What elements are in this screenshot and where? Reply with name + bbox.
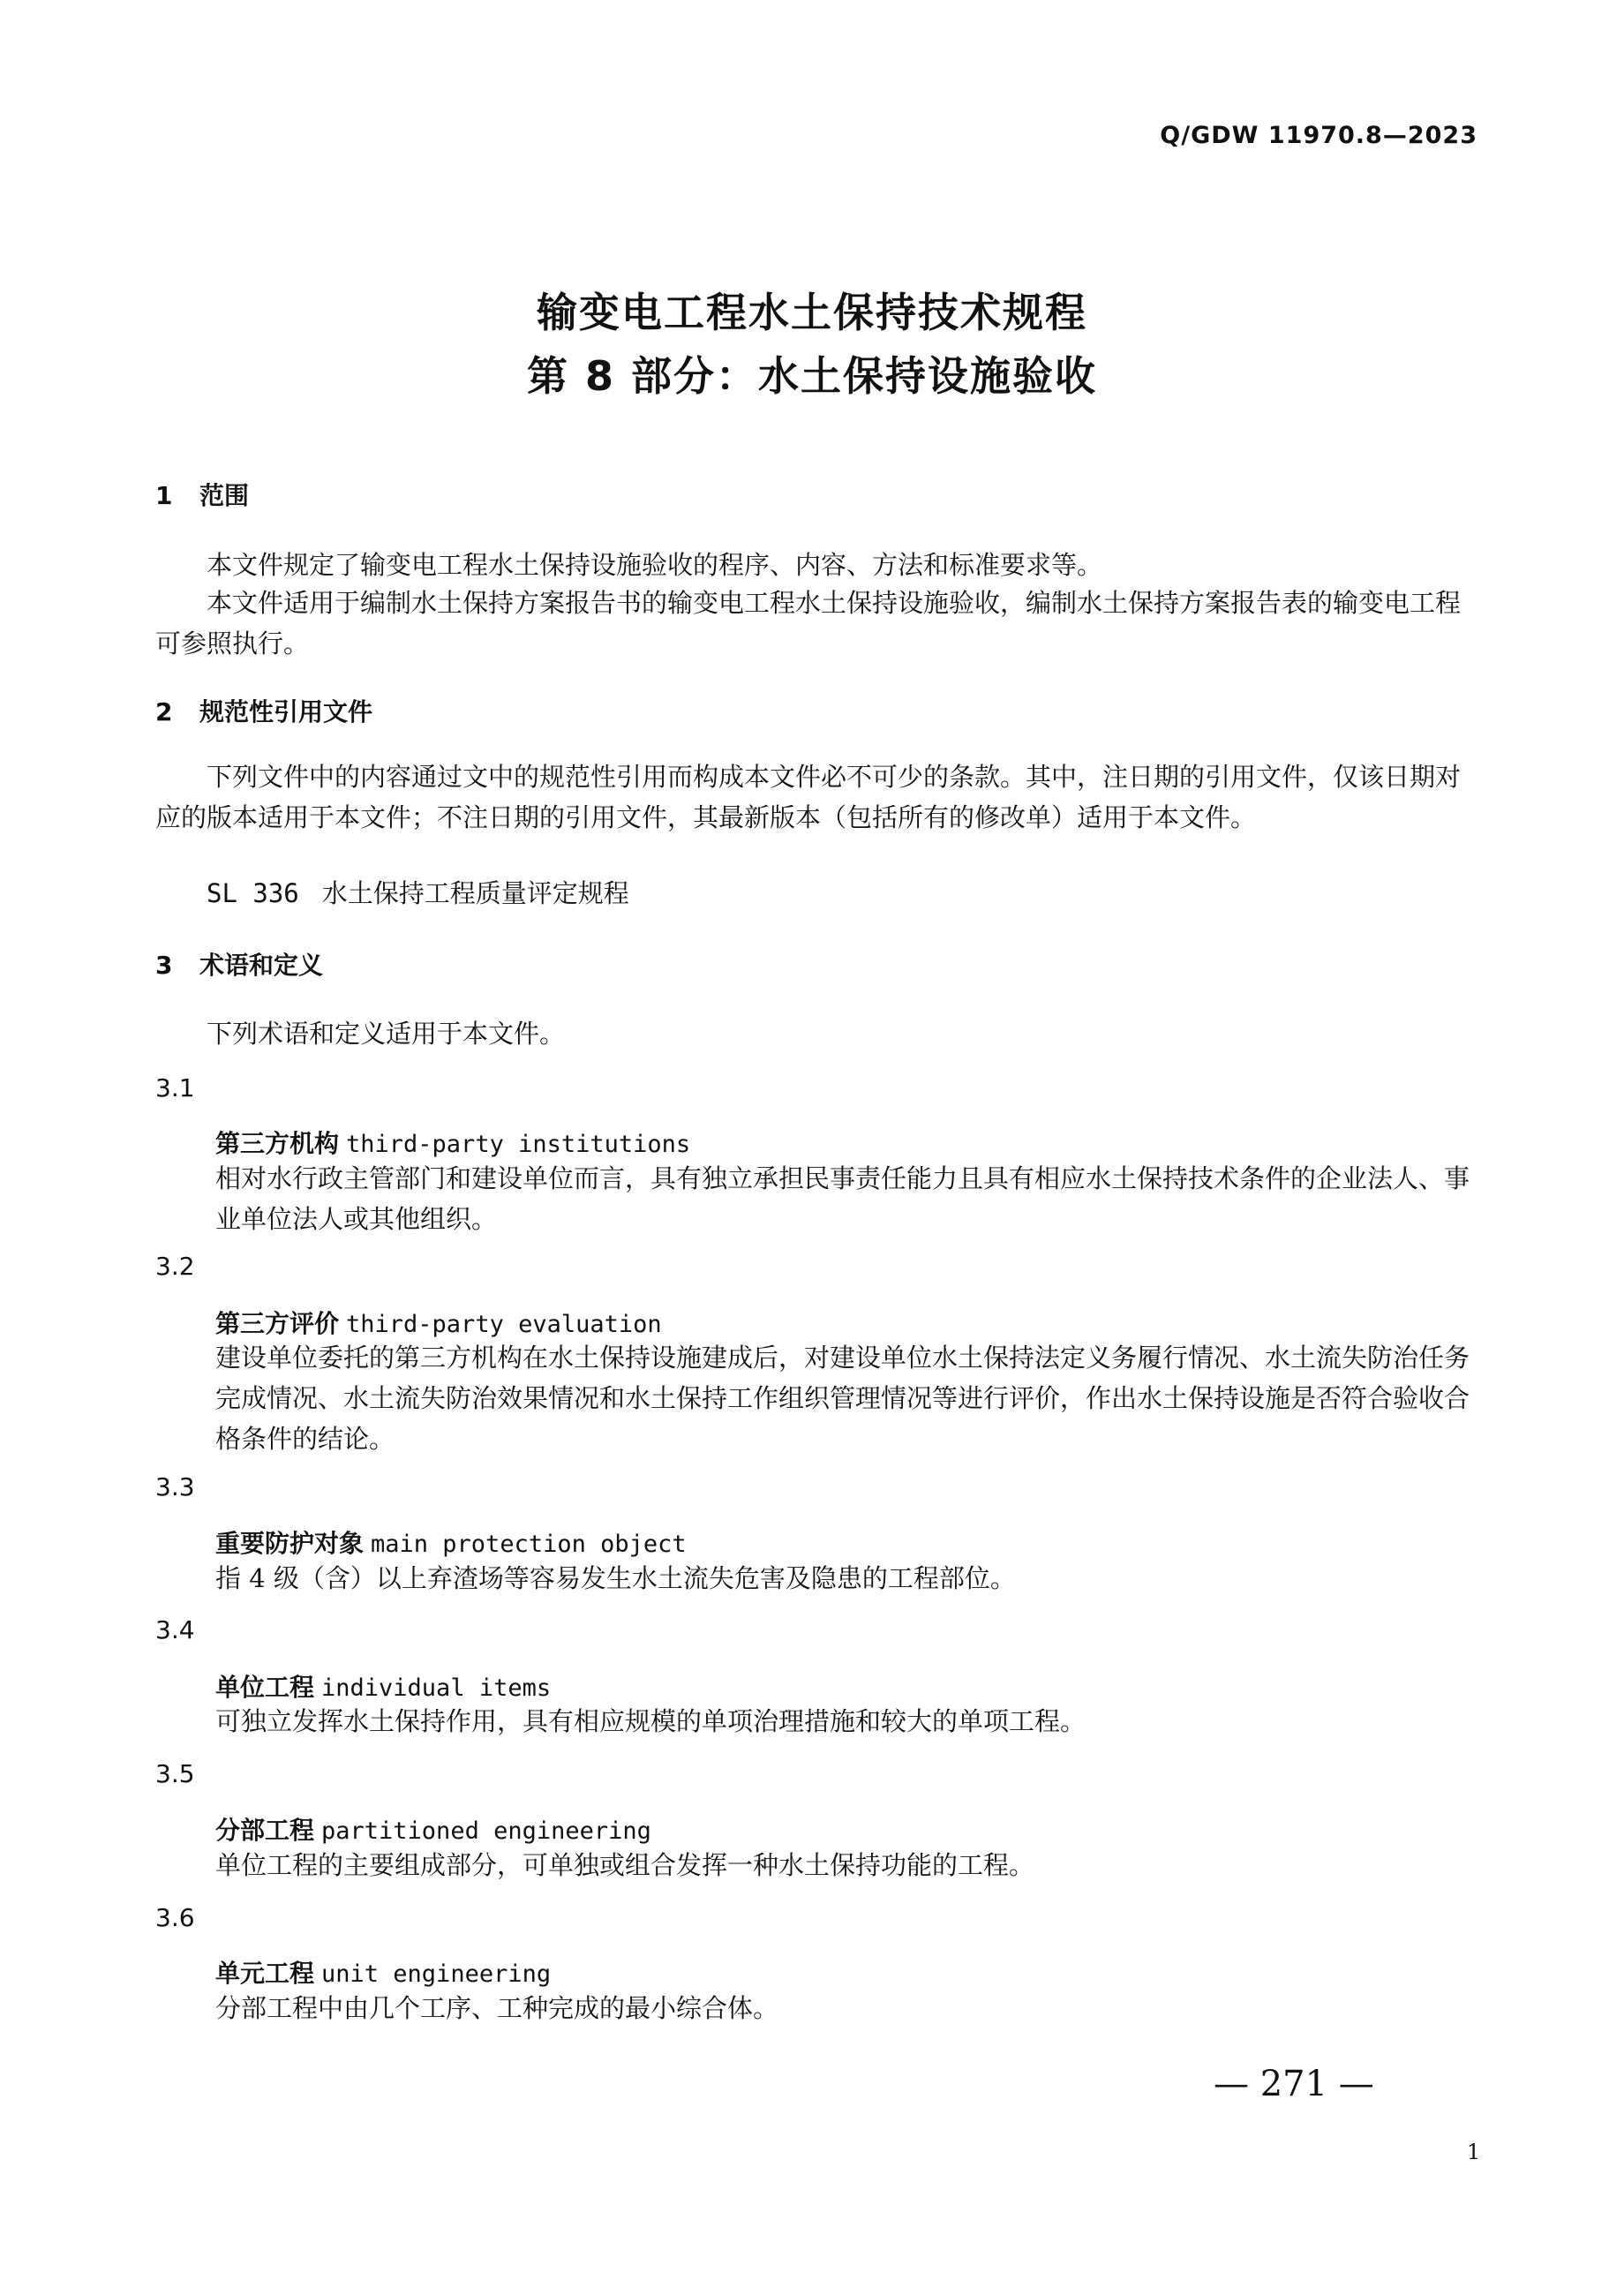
term-title: [215, 1305, 662, 1340]
section-2-heading: [155, 693, 372, 728]
section-title: 范围: [199, 481, 250, 510]
term-en: unit engineering: [321, 1960, 552, 1988]
document-title-line2: 第 8 部分：水土保持设施验收: [526, 352, 1098, 400]
section-1-paragraph-2: 本文件适用于编制水土保持方案报告书的输变电工程水土保持设施验收，编制水土保持方案报告表的输变电工程可参照执行。: [155, 588, 1462, 658]
section-2-paragraph-1: 下列文件中的内容通过文中的规范性引用而构成本文件必不可少的条款。其中，注日期的引用文件，仅该日期对应的版本适用于本文件；不注日期的引用文件，其最新版本（包括所有的修改单）适用于本文件。: [155, 762, 1462, 832]
term-number: 3.6: [155, 1903, 195, 1932]
term-title: [215, 1668, 551, 1704]
term-title: [215, 1954, 551, 1990]
term-definition: 建设单位委托的第三方机构在水土保持设施建成后，对建设单位水土保持法定义务履行情况、水土流失防治任务完成情况、水土流失防治效果情况和水土保持工作组织管理情况等进行评价，作出水土保持设施是否符合验收合格条件的结论。: [215, 1343, 1470, 1454]
term-definition: 指 4 级（含）以上弃渣场等容易发生水土流失危害及隐患的工程部位。: [215, 1563, 1016, 1593]
document-title-line1: 输变电工程水土保持技术规程: [537, 289, 1087, 336]
reference-title: 水土保持工程质量评定规程: [321, 878, 629, 908]
term-number: 3.2: [155, 1252, 195, 1281]
term-definition: 相对水行政主管部门和建设单位而言，具有独立承担民事责任能力且具有相应水土保持技术条件的企业法人、事业单位法人或其他组织。: [215, 1163, 1470, 1234]
normative-reference: [207, 874, 629, 910]
document-number: Q/GDW 11970.8—2023: [1160, 122, 1477, 149]
term-definition: 分部工程中由几个工序、工种完成的最小综合体。: [215, 1993, 779, 2023]
term-title: [215, 1524, 687, 1560]
section-3-intro: 下列术语和定义适用于本文件。: [207, 1019, 566, 1049]
section-title: 术语和定义: [199, 951, 324, 980]
term-definition: 可独立发挥水土保持作用，具有相应规模的单项治理措施和较大的单项工程。: [215, 1706, 1086, 1736]
term-cn: 第三方评价: [215, 1309, 340, 1338]
term-title: [215, 1811, 651, 1847]
term-cn: 第三方机构: [215, 1129, 340, 1158]
reference-code: SL 336: [207, 878, 299, 908]
section-3-heading: [155, 946, 323, 982]
section-number: 3: [155, 951, 173, 980]
term-en: third-party evaluation: [346, 1311, 662, 1338]
section-title: 规范性引用文件: [199, 697, 373, 726]
term-number: 3.4: [155, 1615, 195, 1644]
term-number: 3.3: [155, 1472, 195, 1501]
term-definition: 单位工程的主要组成部分，可单独或组合发挥一种水土保持功能的工程。: [215, 1850, 1035, 1880]
term-title: [215, 1125, 690, 1160]
term-number: 3.5: [155, 1759, 195, 1788]
section-number: 1: [155, 481, 173, 510]
term-cn: 分部工程: [215, 1816, 315, 1845]
term-en: partitioned engineering: [321, 1817, 651, 1845]
section-1-paragraph-1: 本文件规定了输变电工程水土保持设施验收的程序、内容、方法和标准要求等。: [207, 550, 1103, 580]
term-cn: 重要防护对象: [215, 1529, 365, 1558]
term-cn: 单位工程: [215, 1673, 315, 1702]
term-number: 3.1: [155, 1073, 195, 1102]
term-cn: 单元工程: [215, 1959, 315, 1988]
page-number: — 271 —: [1214, 2064, 1374, 2104]
corner-mark: 1: [1467, 2140, 1481, 2164]
term-en: main protection object: [371, 1531, 687, 1558]
section-1-heading: [155, 477, 249, 512]
section-number: 2: [155, 697, 173, 726]
term-en: individual items: [321, 1674, 552, 1702]
term-en: third-party institutions: [346, 1131, 691, 1158]
